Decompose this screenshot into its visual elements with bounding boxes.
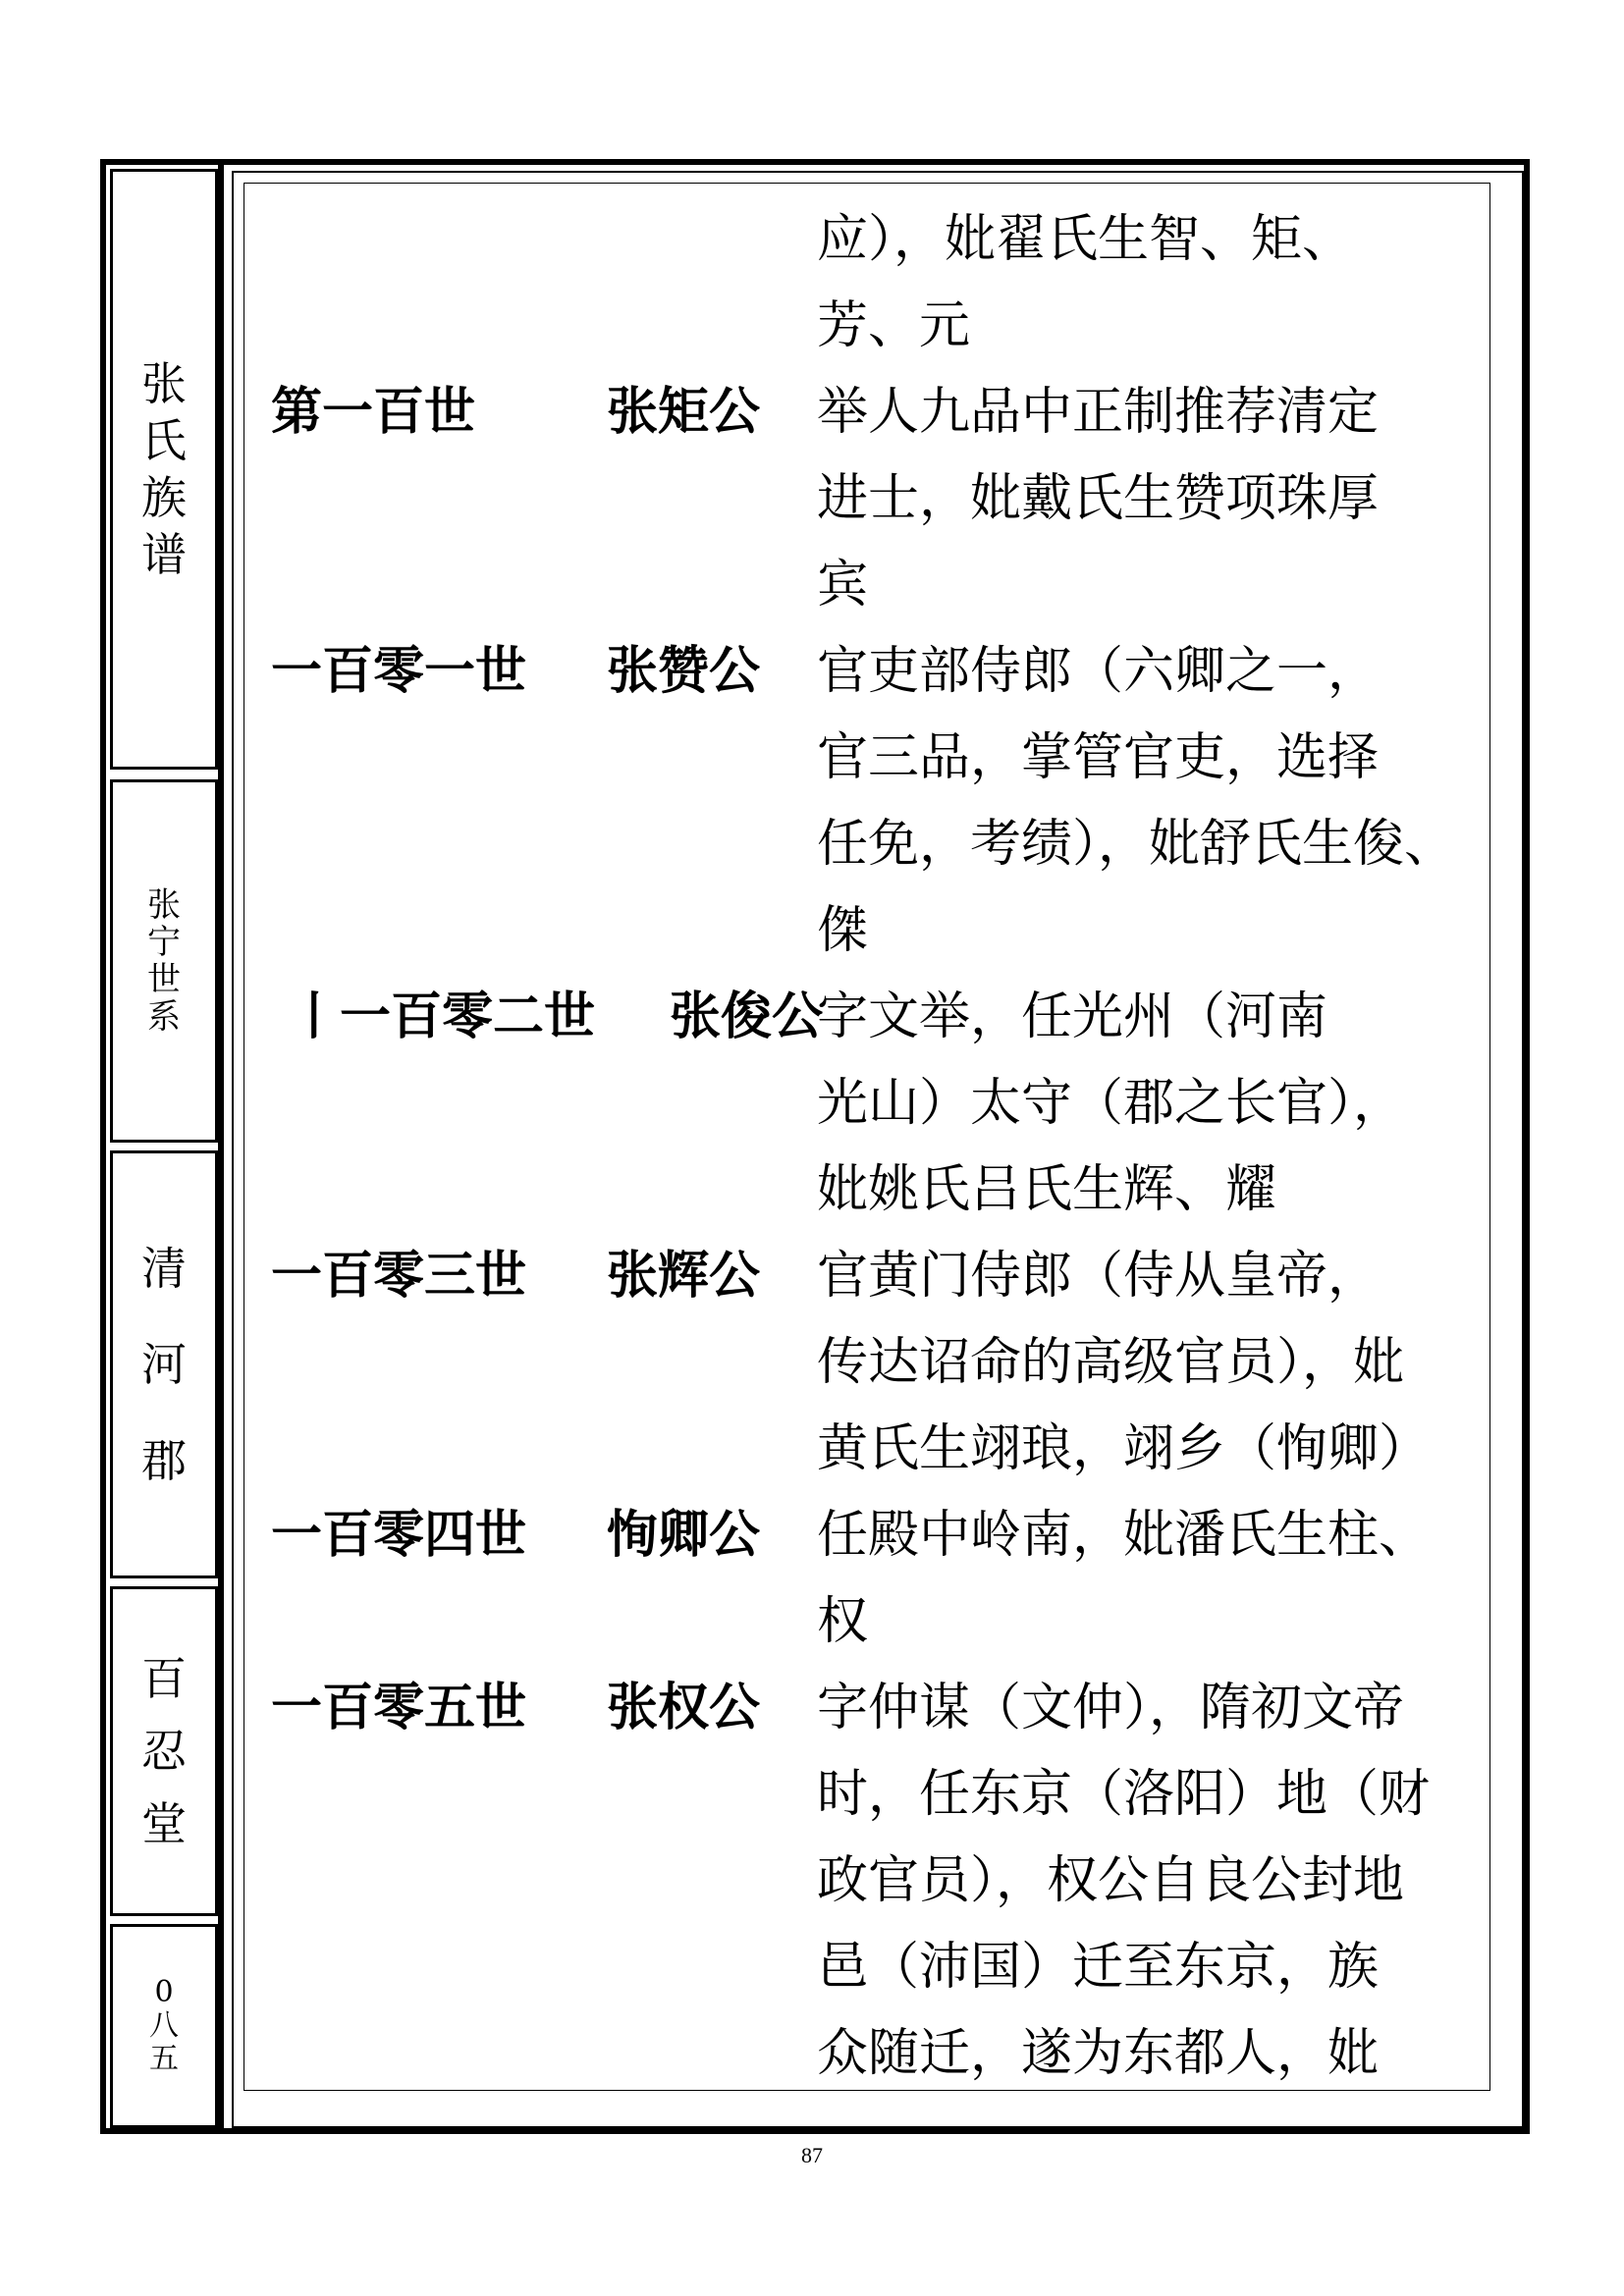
spine-char: 世 [147,960,181,999]
entry-description: 官黄门侍郎（侍从皇帝， 传达诏命的高级官员），妣 黄氏生翊琅，翊乡（恂卿） [817,1247,1431,1478]
entry-generation: 一百零三世 [271,1247,527,1306]
entry-generation: 一百零一世 [271,642,527,701]
entry-name: 张俊公 [670,988,824,1046]
spine-char: 氏 [141,414,187,467]
spine-char: 张 [141,357,187,410]
spine-char: 忍 [141,1725,187,1778]
entry-description: 应），妣翟氏生智、矩、 芳、元 [817,210,1354,355]
entry-description: 字仲谋（文仲），隋初文帝 时，任东京（洛阳）地（财 政官员），权公自良公封地 邑（沛国）迁至东京，族 众随迁，遂为东都人，妣 [817,1679,1431,2083]
entry-name: 张赞公 [607,642,761,701]
spine-char: 族 [141,471,187,524]
spine-region [110,1150,218,1578]
spine-char: 五 [149,2042,179,2076]
entry-name: 恂卿公 [607,1506,761,1565]
entry-description: 字文举，任光州（河南 光山）太守（郡之长官）， 妣姚氏吕氏生辉、耀 [817,988,1405,1219]
spine-lineage [110,779,218,1143]
entry-generation: 第一百世 [271,383,476,442]
entry-name: 张权公 [607,1679,761,1737]
entry-generation: 一百零五世 [271,1679,527,1737]
spine-char: 系 [147,997,181,1037]
spine-char: 谱 [141,528,187,581]
entry-name: 张辉公 [607,1247,761,1306]
entry-description: 举人九品中正制推荐清定 进士，妣戴氏生赞项珠厚 宾 [817,383,1380,614]
spine-char: 河 [141,1338,187,1391]
spine-char: 张 [147,885,181,925]
spine-char: 郡 [141,1434,187,1487]
spine-char: 0 [154,1975,174,2009]
entry-description: 官吏部侍郎（六卿之一， 官三品，掌管官吏，选择 任免，考绩），妣舒氏生俊、 傑 [817,642,1456,960]
spine-char: 堂 [141,1797,187,1850]
spine-char: 八 [149,2008,179,2043]
spine-page-number [110,1924,218,2128]
spine-char: 宁 [147,923,181,962]
spine-divider [218,165,224,2128]
spine-char: 百 [141,1652,187,1705]
entry-generation: 一百零四世 [271,1506,527,1565]
entry-name: 张矩公 [607,383,761,442]
entry-description: 任殿中岭南，妣潘氏生柱、 权 [817,1506,1431,1651]
spine-book-title [110,169,218,770]
spine-char: 清 [141,1242,187,1295]
entry-generation: 丨一百零二世 [289,988,596,1046]
spine-hall-name [110,1586,218,1916]
page-number: 87 [801,2143,823,2167]
